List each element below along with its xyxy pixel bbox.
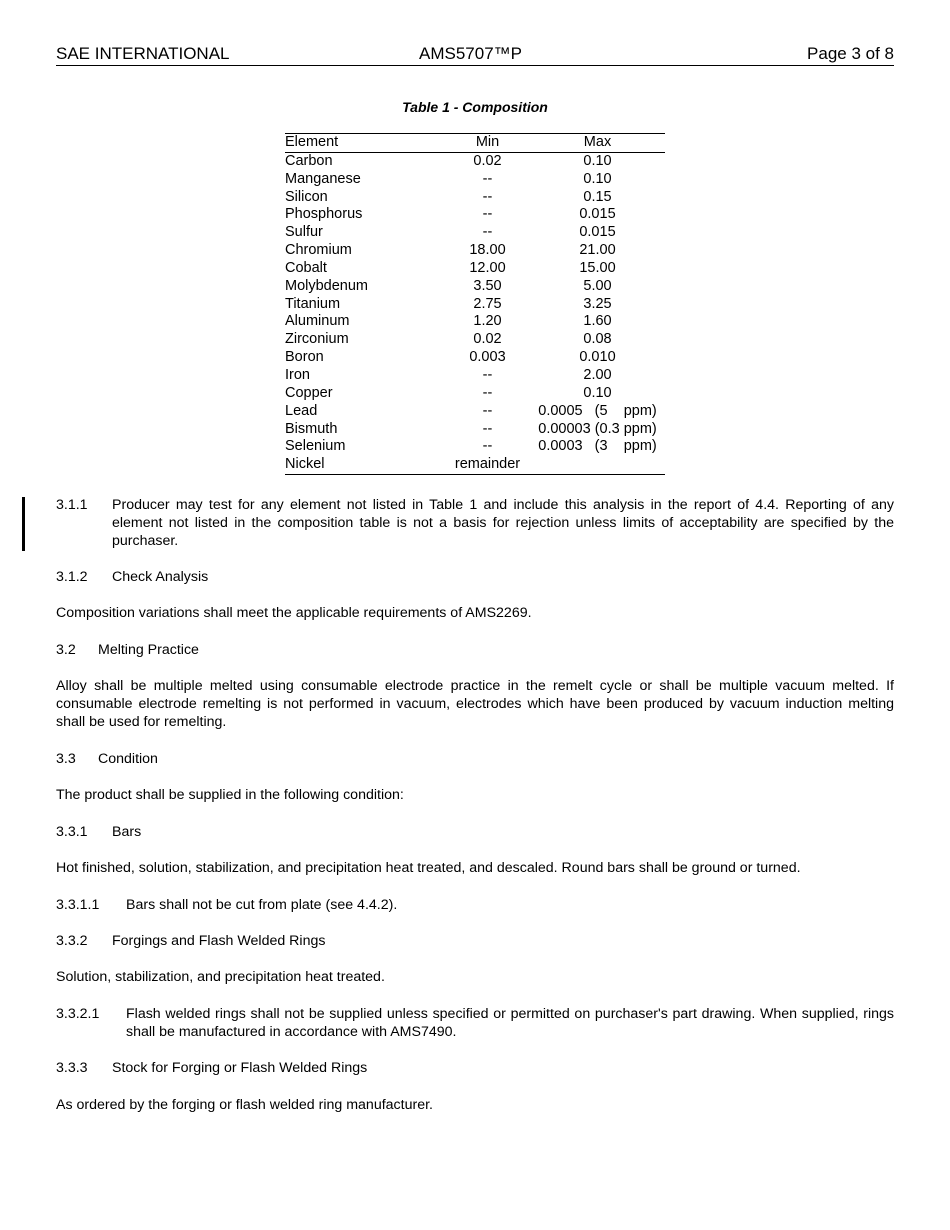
column-header-max: Max	[530, 134, 665, 153]
cell-max: 0.10	[583, 170, 612, 187]
header-page-number: Page 3 of 8	[807, 44, 894, 63]
section-text: Producer may test for any element not listed in Table 1 and include this analysis in the report of 4.4. Reporting of any element not listed in the composition table is not a basis for rejection unless limits of acceptability are specified by the purchaser.	[112, 497, 894, 549]
table-row	[285, 313, 665, 331]
cell-element: Bismuth	[285, 420, 338, 437]
header-org: SAE INTERNATIONAL	[56, 44, 230, 63]
table-row	[285, 456, 665, 474]
table-row	[285, 278, 665, 296]
cell-min: --	[482, 420, 493, 437]
table-row	[285, 438, 665, 456]
section-number: 3.1.2	[56, 569, 88, 585]
table-row	[285, 260, 665, 278]
section-3-1-2-heading	[56, 568, 894, 586]
table-row	[285, 171, 665, 189]
section-3-3-2-body: Solution, stabilization, and precipitation heat treated.	[56, 969, 385, 985]
table-row	[285, 367, 665, 385]
table-row	[285, 206, 665, 224]
cell-min: --	[482, 224, 493, 241]
section-number: 3.3.3	[56, 1060, 88, 1076]
cell-max: 0.08	[583, 331, 612, 348]
column-header-element: Element	[285, 134, 445, 153]
header-doc-id: AMS5707™P	[419, 44, 522, 63]
section-3-2-body: Alloy shall be multiple melted using consumable electrode practice in the remelt cycle or shall be multiple vacuum melted. If consumable electrode remelting is not performed in vacuum, electrodes which have been produced by vacuum induction melting shall be used for remelting.	[56, 678, 894, 730]
cell-element: Chromium	[285, 242, 352, 259]
cell-element: Molybdenum	[285, 277, 369, 294]
section-number: 3.3.1.1	[56, 897, 100, 913]
table-row	[285, 242, 665, 260]
cell-min: 0.02	[473, 331, 502, 348]
cell-min: remainder	[445, 456, 530, 474]
section-title: Condition	[98, 751, 158, 767]
cell-element: Cobalt	[285, 259, 327, 276]
section-text: Bars shall not be cut from plate (see 4.4.2).	[126, 897, 398, 913]
composition-table	[285, 133, 665, 475]
cell-min: --	[482, 206, 493, 223]
section-3-3-heading	[56, 750, 894, 768]
cell-min: --	[482, 188, 493, 205]
section-title: Stock for Forging or Flash Welded Rings	[112, 1060, 368, 1076]
cell-max: 0.0005 (5 ppm)	[538, 402, 657, 419]
cell-min: 12.00	[469, 259, 506, 276]
cell-min: --	[482, 402, 493, 419]
cell-element: Silicon	[285, 188, 328, 205]
cell-element: Carbon	[285, 152, 333, 169]
cell-max	[530, 456, 665, 474]
section-number: 3.3	[56, 751, 76, 767]
page-header	[56, 44, 894, 66]
cell-min: --	[482, 170, 493, 187]
section-number: 3.3.2.1	[56, 1006, 100, 1022]
table-caption: Table 1 - Composition	[402, 99, 548, 115]
cell-max: 21.00	[579, 242, 616, 259]
cell-max: 0.010	[579, 349, 616, 366]
section-3-3-2-heading	[56, 932, 894, 950]
cell-min: --	[482, 384, 493, 401]
section-3-3-3-body: As ordered by the forging or flash welded ring manufacturer.	[56, 1097, 433, 1113]
section-title: Check Analysis	[112, 569, 209, 585]
cell-max: 15.00	[579, 259, 616, 276]
table-row	[285, 296, 665, 314]
section-3-3-body: The product shall be supplied in the following condition:	[56, 787, 404, 803]
section-3-2-heading	[56, 641, 894, 659]
table-header-row	[285, 134, 665, 153]
table-row	[285, 152, 665, 170]
cell-element: Phosphorus	[285, 206, 363, 223]
cell-element: Titanium	[285, 295, 341, 312]
section-title: Melting Practice	[98, 642, 199, 658]
cell-max: 0.015	[579, 224, 616, 241]
section-3-3-1-1	[56, 896, 894, 914]
cell-max: 0.10	[583, 384, 612, 401]
cell-min: 18.00	[469, 242, 506, 259]
cell-element: Nickel	[285, 456, 445, 474]
cell-max: 3.25	[583, 295, 612, 312]
table-row	[285, 385, 665, 403]
section-3-1-1	[56, 496, 894, 550]
table-row	[285, 331, 665, 349]
table-row	[285, 224, 665, 242]
cell-min: 2.75	[473, 295, 502, 312]
section-3-1-2-body: Composition variations shall meet the applicable requirements of AMS2269.	[56, 605, 532, 621]
table-row	[285, 403, 665, 421]
section-3-3-2-1	[56, 1005, 894, 1041]
cell-element: Selenium	[285, 438, 346, 455]
cell-max: 0.015	[579, 206, 616, 223]
cell-min: --	[482, 438, 493, 455]
revision-change-bar	[22, 497, 25, 551]
cell-min: 0.003	[469, 349, 506, 366]
cell-element: Manganese	[285, 170, 361, 187]
section-number: 3.1.1	[56, 497, 88, 513]
cell-element: Copper	[285, 384, 333, 401]
section-3-3-1-heading	[56, 823, 894, 841]
section-3-3-3-heading	[56, 1059, 894, 1077]
table-row	[285, 349, 665, 367]
table-row	[285, 421, 665, 439]
section-number: 3.3.1	[56, 824, 88, 840]
cell-min: 3.50	[473, 277, 502, 294]
cell-min: 1.20	[473, 313, 502, 330]
cell-element: Sulfur	[285, 224, 323, 241]
cell-max: 0.0003 (3 ppm)	[538, 438, 657, 455]
cell-element: Zirconium	[285, 331, 349, 348]
cell-element: Lead	[285, 402, 318, 419]
cell-max: 0.00003 (0.3 ppm)	[538, 420, 657, 437]
table-body	[285, 152, 665, 474]
section-3-3-1-body: Hot finished, solution, stabilization, and precipitation heat treated, and descaled. Round bars shall be ground or turned.	[56, 860, 801, 876]
cell-element: Boron	[285, 349, 324, 366]
table-row	[285, 189, 665, 207]
cell-element: Aluminum	[285, 313, 350, 330]
cell-max: 0.15	[583, 188, 612, 205]
section-number: 3.3.2	[56, 933, 88, 949]
cell-min: --	[482, 366, 493, 383]
cell-max: 0.10	[583, 152, 612, 169]
cell-min: 0.02	[473, 152, 502, 169]
section-number: 3.2	[56, 642, 76, 658]
cell-element: Iron	[285, 366, 310, 383]
section-text: Flash welded rings shall not be supplied unless specified or permitted on purchaser's part drawing. When supplied, rings shall be manufactured in accordance with AMS7490.	[126, 1006, 894, 1040]
cell-max: 5.00	[583, 277, 612, 294]
cell-max: 2.00	[583, 366, 612, 383]
cell-max: 1.60	[583, 313, 612, 330]
section-title: Forgings and Flash Welded Rings	[112, 933, 326, 949]
column-header-min: Min	[445, 134, 530, 153]
section-title: Bars	[112, 824, 142, 840]
